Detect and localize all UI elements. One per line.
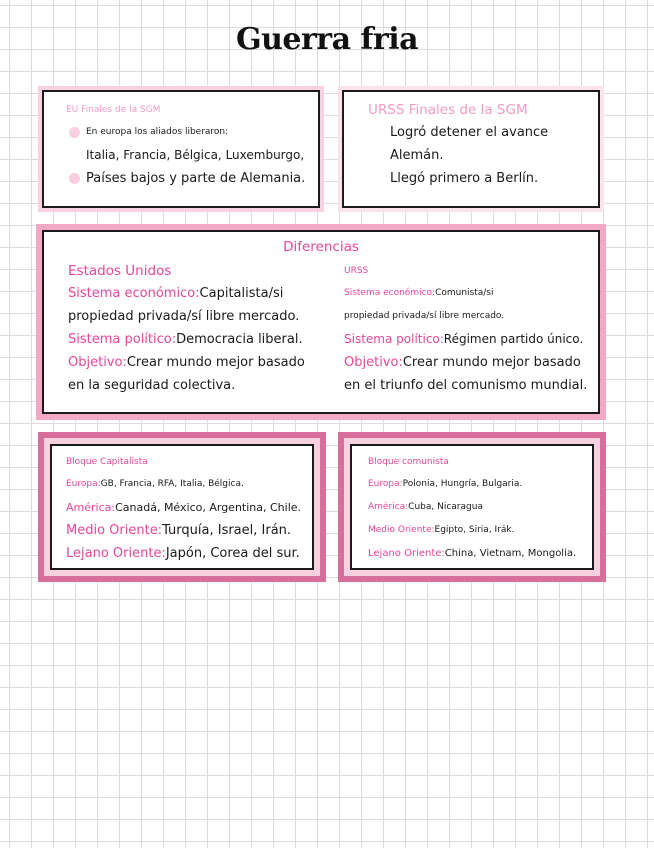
urss-column <box>344 260 587 397</box>
bloque-row: Europa:Polonia, Hungría, Bulgaria. <box>368 479 523 489</box>
eu-card-heading: EU Finales de la SGM <box>66 105 161 115</box>
bloque-row: América:Canadá, México, Argentina, Chile. <box>66 501 302 514</box>
political-row: Sistema político:Democracia liberal. <box>68 332 303 347</box>
bloque-row: Lejano Oriente:China, Vietnam, Mongolia. <box>368 548 577 559</box>
bloque-comunista-card <box>338 432 606 582</box>
eu-card-line-3: Países bajos y parte de Alemania. <box>66 167 305 190</box>
economic-row-cont: propiedad privada/sí libre mercado. <box>68 309 300 324</box>
bloque-row: Medio Oriente:Turquía, Israel, Irán. <box>66 523 292 538</box>
bullet-dot <box>69 127 80 138</box>
objective-row-cont: en la seguridad colectiva. <box>68 378 236 393</box>
bloque-comunista-heading: Bloque comunista <box>368 457 449 467</box>
urss-card-line-1: Logró detener el avance <box>390 125 549 140</box>
page-title: Guerra fria <box>235 22 419 57</box>
political-row: Sistema político:Régimen partido único. <box>344 332 584 346</box>
economic-row: Sistema económico:Capitalista/si <box>68 286 284 301</box>
bullet-dot <box>69 173 80 184</box>
urss-card-heading: URSS Finales de la SGM <box>368 102 528 118</box>
economic-row: Sistema económico:Comunista/si <box>344 288 494 298</box>
column-title: Estados Unidos <box>68 263 172 279</box>
bloque-row: Medio Oriente:Egipto, Siria, Irák. <box>368 525 515 535</box>
bloque-capitalista-card <box>38 432 326 582</box>
bloque-row: América:Cuba, Nicaragua <box>368 502 483 512</box>
column-title: URSS <box>344 266 369 276</box>
bloque-capitalista-heading: Bloque Capitalista <box>66 457 148 467</box>
eu-card-line-2: Italia, Francia, Bélgica, Luxemburgo, <box>86 148 305 162</box>
diferencias-card <box>36 224 606 420</box>
economic-row-cont: propiedad privada/sí libre mercado. <box>344 311 505 321</box>
bloque-row: Lejano Oriente:Japón, Corea del sur. <box>66 546 300 561</box>
bloque-row: Europa:GB, Francia, RFA, Italia, Bélgica. <box>66 479 244 489</box>
urss-card-line-2: Alemán. <box>390 148 444 163</box>
eu-card <box>38 86 324 212</box>
eu-card-line-1: En europa los aliados liberaron: <box>66 121 305 144</box>
objective-row: Objetivo:Crear mundo mejor basado <box>68 355 305 370</box>
urss-card-line-3: Llegó primero a Berlín. <box>390 171 539 186</box>
urss-card <box>338 86 604 212</box>
estados-unidos-column <box>68 260 305 397</box>
diferencias-heading: Diferencias <box>283 239 359 255</box>
objective-row-cont: en el triunfo del comunismo mundial. <box>344 378 588 393</box>
objective-row: Objetivo:Crear mundo mejor basado <box>344 355 581 370</box>
